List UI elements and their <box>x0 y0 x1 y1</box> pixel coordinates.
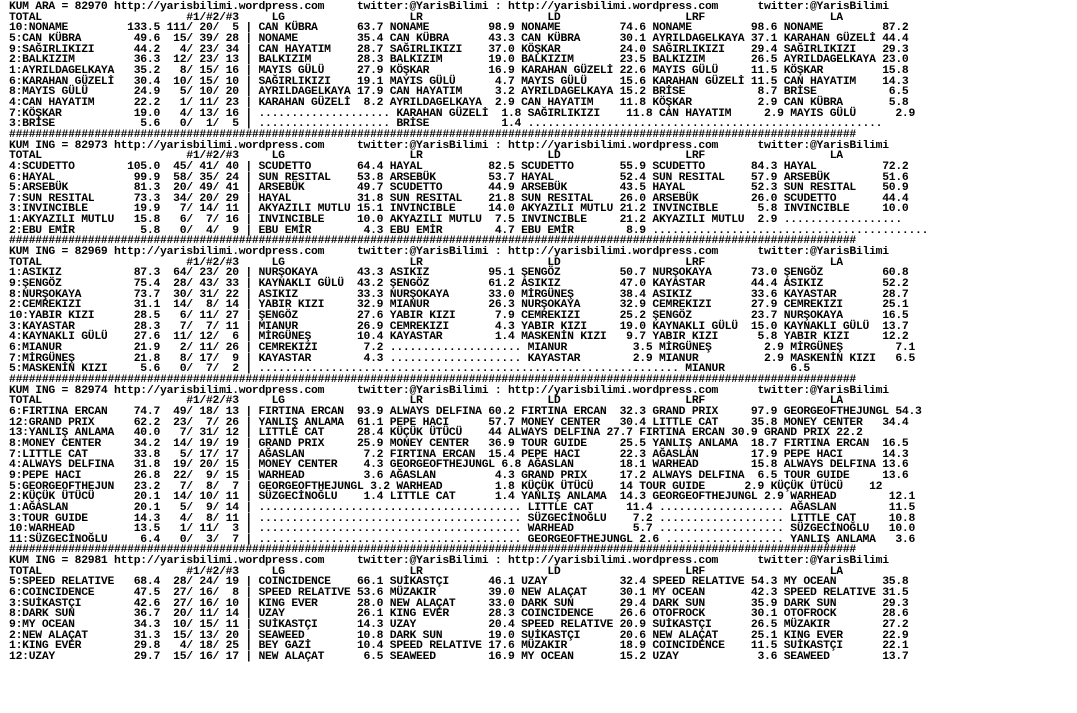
result-row: 3:KAYASTAR 28.3 7/ 7/ 11 | MIANUR 26.9 CEMREKIZI 4.3 YABIR KIZI 19.0 KAYNAKLI GÜLÜ 15.0 KAYNAKLI GÜLÜ 13.7 <box>9 320 909 333</box>
result-row: 2:EBU EMİR 5.8 0/ 4/ 9 | EBU EMİR 4.3 EBU EMİR 4.7 EBU EMİR 8.9 .......................................... <box>9 224 929 237</box>
result-row: 7:MİRGÜNEŞ 21.8 8/ 17/ 9 | KAYASTAR 4.3 .................... KAYASTAR 2.9 MIANUR 2.9 MASKENİN KIZI 6.5 <box>9 352 916 365</box>
result-row: 5:SPEED RELATIVE 68.4 28/ 24/ 19 | COINCIDENCE 66.1 SUİKASTÇI 46.1 UZAY 32.4 SPEED RELATIVE 54.3 MY OCEAN 35.8 <box>9 576 909 589</box>
result-row: 3:INVINCIBLE 19.9 7/ 14/ 11 | AKYAZILI MUTLU 15.1 INVINCIBLE 14.0 AKYAZILI MUTLU 21.2 INVINCIBLE 5.8 INVINCIBLE 10.0 <box>9 203 909 216</box>
result-row: 6:HAYAL 99.9 58/ 35/ 24 | SUN RESITAL 53.8 ARSEBÜK 53.7 HAYAL 52.4 SUN RESITAL 57.9 ARSEBÜK 51.6 <box>9 171 909 184</box>
result-row: 5:ARSEBÜK 81.3 20/ 49/ 41 | ARSEBÜK 49.7 SCUDETTO 44.9 ARSEBÜK 43.5 HAYAL 52.3 SUN RESITAL 50.9 <box>9 182 909 195</box>
result-row: 1:AKYAZILI MUTLU 15.8 6/ 7/ 16 | INVINCIBLE 10.0 AKYAZILI MUTLU 7.5 INVINCIBLE 21.2 AKYAZILI MUTLU 2.9 .................. <box>9 214 902 227</box>
section-divider: ################################################################################################################################# <box>9 128 856 141</box>
result-row: 4:KAYNAKLI GÜLÜ 27.6 11/ 12/ 6 | MİRGÜNEŞ 10.4 KAYASTAR 1.4 MASKENİN KIZI 9.7 YABIR KIZI 5.8 YABIR KIZI 12.2 <box>9 331 909 344</box>
result-row: 8:NURŞOKAYA 73.7 30/ 31/ 22 | ASIKIZ 33.3 NURŞOKAYA 33.0 MİRGÜNEŞ 38.4 ASIKIZ 33.6 KAYASTAR 28.7 <box>9 288 909 301</box>
column-header: TOTAL #1/#2/#3 LG LR LD LRF LA <box>9 150 843 163</box>
result-row: 2:NEW ALAÇAT 31.3 15/ 13/ 20 | SEAWEED 10.8 DARK SUN 19.0 SUİKASTÇI 20.6 NEW ALAÇAT 25.1 KING EVER 22.9 <box>9 629 909 642</box>
result-row: 1:ASIKIZ 87.3 64/ 23/ 20 | NURŞOKAYA 43.3 ASIKIZ 95.1 ŞENGÖZ 50.7 NURŞOKAYA 73.0 ŞENGÖZ 60.8 <box>9 267 909 280</box>
race-header: KUM ARA = 82970 http://yarisbilimi.wordpress.com twitter:@YarisBilimi : http://yarisbilimi.wordpress.com twitter:@YarisBilimi <box>9 1 889 13</box>
result-row: 3:TOUR GUIDE 14.3 4/ 8/ 11 | ........................................ SÜZGECİNOĞLU 7.2 ................... LITTLE CAT 10.8 <box>9 512 916 525</box>
result-row: 1:AĞASLAN 20.1 5/ 9/ 14 | ........................................ LITTLE CAT 11.4 ................... AĞASLAN 11.5 <box>9 501 916 514</box>
result-row: 4:CAN HAYATIM 22.2 1/ 11/ 23 | KARAHAN GÜZELİ 8.2 AYRILDAGELKAYA 2.9 CAN HAYATIM 11.8 KÖŞKAR 2.9 CAN KÜBRA 5.8 <box>9 96 909 109</box>
column-header: TOTAL #1/#2/#3 LG LR LD LRF LA <box>9 11 843 24</box>
section-divider: ################################################################################################################################# <box>9 544 856 557</box>
race-header: KUM ING = 82969 http://yarisbilimi.wordpress.com twitter:@YarisBilimi : http://yarisbilimi.wordpress.com twitter:@YarisBilimi <box>9 246 889 259</box>
result-row: 9:SAĞIRLIKIZI 44.2 4/ 23/ 34 | CAN HAYATIM 28.7 SAĞIRLIKIZI 37.0 KÖŞKAR 24.0 SAĞIRLIKIZI 29.4 SAĞIRLIKIZI 29.3 <box>9 43 909 56</box>
result-row: 6:FIRTINA ERCAN 74.7 49/ 18/ 13 | FIRTINA ERCAN 93.9 ALWAYS DELFINA 60.2 FIRTINA ERCAN 32.3 GRAND PRIX 97.9 GEORGEOFTHEJUNGL 54.3 <box>9 405 922 418</box>
result-row: 6:COINCIDENCE 47.5 27/ 16/ 8 | SPEED RELATIVE 53.6 MÜZAKIR 39.0 NEW ALAÇAT 30.1 MY OCEAN 42.3 SPEED RELATIVE 31.5 <box>9 587 909 600</box>
result-row: 3:BRİSE 5.6 0/ 1/ 5 | .................... BRİSE 1.4 ...................................................... <box>9 118 883 131</box>
result-row: 10:NONAME 133.5 111/ 20/ 5 | CAN KÜBRA 63.7 NONAME 98.9 NONAME 74.6 NONAME 98.6 NONAME 87.2 <box>9 22 909 35</box>
race-header: KUM ING = 82981 http://yarisbilimi.wordpress.com twitter:@YarisBilimi : http://yarisbilimi.wordpress.com twitter:@YarisBilimi <box>9 555 889 568</box>
result-row: 6:KARAHAN GÜZELİ 30.4 10/ 15/ 10 | SAĞIRLIKIZI 19.1 MAYIS GÜLÜ 4.7 MAYIS GÜLÜ 15.6 KARAHAN GÜZELİ 11.5 CAN HAYATIM 14.3 <box>9 75 909 88</box>
result-row: 12:UZAY 29.7 15/ 16/ 17 | NEW ALAÇAT 6.5 SEAWEED 16.9 MY OCEAN 15.2 UZAY 3.6 SEAWEED 13.7 <box>9 651 909 664</box>
race-results-text <box>9 2 928 663</box>
result-row: 1:AYRILDAGELKAYA 35.2 8/ 15/ 16 | MAYIS GÜLÜ 27.9 KÖŞKAR 16.9 KARAHAN GÜZELİ 22.6 MAYIS GÜLÜ 11.5 KÖŞKAR 15.8 <box>9 64 909 77</box>
result-row: 5:CAN KÜBRA 49.6 15/ 39/ 28 | NONAME 35.4 CAN KÜBRA 43.3 CAN KÜBRA 30.1 AYRILDAGELKAYA 37.1 KARAHAN GÜZELİ 44.4 <box>9 32 909 45</box>
result-row: 5:MASKENİN KIZI 5.6 0/ 7/ 2 | ................................................................ MIANUR 6.5 <box>9 363 810 376</box>
result-row: 11:SÜZGECİNOĞLU 6.4 0/ 3/ 7 | ........................................ GEORGEOFTHEJUNGL 2.6 .................. YANLIŞ ANLAMA 3.6 <box>9 533 916 546</box>
result-row: 8:DARK SUN 36.7 20/ 11/ 14 | UZAY 26.1 KING EVER 28.3 COINCIDENCE 26.6 OTOFROCK 30.1 OTOFROCK 28.6 <box>9 608 909 621</box>
result-row: 3:SUİKASTÇI 42.6 27/ 16/ 10 | KING EVER 28.0 NEW ALAÇAT 33.0 DARK SUN 29.4 DARK SUN 35.9 DARK SUN 29.3 <box>9 597 909 610</box>
section-divider: ################################################################################################################################# <box>9 373 856 386</box>
result-row: 5:GEORGEOFTHEJUN 23.2 7/ 8/ 7 | GEORGEOFTHEJUNGL 3.2 WARHEAD 1.8 KÜÇÜK ÜTÜCÜ 14 TOUR GUIDE 2.9 KÜÇÜK ÜTÜCÜ 12 <box>9 480 883 493</box>
result-row: 10:YABIR KIZI 28.5 6/ 11/ 27 | ŞENGÖZ 27.6 YABIR KIZI 7.9 CEMREKIZI 25.2 ŞENGÖZ 23.7 NURŞOKAYA 16.5 <box>9 310 909 323</box>
race-header: KUM ING = 82974 http://yarisbilimi.wordpress.com twitter:@YarisBilimi : http://yarisbilimi.wordpress.com twitter:@YarisBilimi <box>9 384 889 397</box>
column-header: TOTAL #1/#2/#3 LG LR LD LRF LA <box>9 256 843 269</box>
section-divider: ################################################################################################################################# <box>9 235 856 248</box>
result-row: 10:WARHEAD 13.5 1/ 11/ 3 | ........................................ WARHEAD 5.7 ................... SÜZGECİNOĞLU 10.0 <box>9 523 916 536</box>
result-row: 9:MY OCEAN 34.3 10/ 15/ 11 | SUİKASTÇI 14.3 UZAY 20.4 SPEED RELATIVE 20.9 SUİKASTÇI 26.5 MÜZAKIR 27.2 <box>9 619 909 632</box>
result-row: 9:PEPE HACI 26.8 22/ 9/ 15 | WARHEAD 3.6 AĞASLAN 4.3 GRAND PRIX 17.2 ALWAYS DELFINA 6.5 TOUR GUIDE 13.6 <box>9 469 909 482</box>
result-row: 4:SCUDETTO 105.0 45/ 41/ 40 | SCUDETTO 64.4 HAYAL 82.5 SCUDETTO 55.9 SCUDETTO 84.3 HAYAL 72.2 <box>9 160 909 173</box>
result-row: 1:KING EVER 29.8 4/ 18/ 25 | BEY GAZİ 10.4 SPEED RELATIVE 17.6 MÜZAKIR 18.9 COINCIDENCE 11.5 SUİKASTÇI 22.1 <box>9 640 909 653</box>
result-row: 13:YANLIŞ ANLAMA 40.0 7/ 31/ 12 | LITTLE CAT 28.4 KÜÇÜK ÜTÜCÜ 44 ALWAYS DELFINA 27.7 FIRTINA ERCAN 30.9 GRAND PRIX 22.2 <box>9 427 863 440</box>
result-row: 4:ALWAYS DELFINA 31.8 19/ 20/ 15 | MONEY CENTER 4.3 GEORGEOFTHEJUNGL 6.8 AĞASLAN 18.1 WARHEAD 15.8 ALWAYS DELFINA 13.6 <box>9 459 909 472</box>
result-row: 6:MIANUR 21.9 2/ 11/ 26 | CEMREKIZI 7.2 .................... MIANUR 3.5 MİRGÜNEŞ 2.9 MİRGÜNEŞ 7.1 <box>9 342 916 354</box>
result-row: 9:ŞENGÖZ 75.4 28/ 43/ 33 | KAYNAKLI GÜLÜ 43.2 ŞENGÖZ 61.2 ASIKIZ 47.0 KAYASTAR 44.4 ASIKIZ 52.2 <box>9 278 909 291</box>
race-header: KUM ING = 82973 http://yarisbilimi.wordpress.com twitter:@YarisBilimi : http://yarisbilimi.wordpress.com twitter:@YarisBilimi <box>9 139 889 152</box>
result-row: 2:BALKIZIM 36.3 12/ 23/ 13 | BALKIZIM 28.3 BALKIZIM 19.0 BALKIZIM 23.5 BALKIZIM 26.5 AYRILDAGELKAYA 23.0 <box>9 54 909 67</box>
column-header: TOTAL #1/#2/#3 LG LR LD LRF LA <box>9 565 843 578</box>
result-row: 8:MONEY CENTER 34.2 14/ 19/ 19 | GRAND PRIX 25.9 MONEY CENTER 36.9 TOUR GUIDE 25.5 YANLIŞ ANLAMA 18.7 FIRTINA ERCAN 16.5 <box>9 437 909 450</box>
result-row: 8:MAYIS GÜLÜ 24.9 5/ 10/ 20 | AYRILDAGELKAYA 17.9 CAN HAYATIM 3.2 AYRILDAGELKAYA 15.2 BRİSE 8.7 BRİSE 6.5 <box>9 86 909 99</box>
result-row: 2:KÜÇÜK ÜTÜCÜ 20.1 14/ 10/ 11 | SÜZGECİNOĞLU 1.4 LITTLE CAT 1.4 YANLIŞ ANLAMA 14.3 GEORGEOFTHEJUNGL 2.9 WARHEAD 12.1 <box>9 491 916 504</box>
result-row: 2:CEMREKIZI 31.1 14/ 8/ 14 | YABIR KIZI 32.9 MIANUR 26.3 NURŞOKAYA 32.9 CEMREKIZI 27.9 CEMREKIZI 25.1 <box>9 299 909 312</box>
result-row: 7:KÖŞKAR 19.0 4/ 13/ 16 | .................... KARAHAN GÜZELİ 1.8 SAĞIRLIKIZI 11.8 CAN HAYATIM 2.9 MAYIS GÜLÜ 2.9 <box>9 107 916 120</box>
result-row: 7:LITTLE CAT 33.8 5/ 17/ 17 | AĞASLAN 7.2 FIRTINA ERCAN 15.4 PEPE HACI 22.3 AĞASLAN 17.9 PEPE HACI 14.3 <box>9 448 909 461</box>
result-row: 7:SUN RESITAL 73.3 34/ 20/ 29 | HAYAL 31.8 SUN RESITAL 21.8 SUN RESITAL 26.0 ARSEBÜK 26.0 SCUDETTO 44.4 <box>9 192 909 205</box>
result-row: 12:GRAND PRIX 62.2 23/ 7/ 26 | YANLIŞ ANLAMA 61.1 PEPE HACI 57.7 MONEY CENTER 30.4 LITTLE CAT 35.8 MONEY CENTER 34.4 <box>9 416 909 429</box>
column-header: TOTAL #1/#2/#3 LG LR LD LRF LA <box>9 395 843 408</box>
